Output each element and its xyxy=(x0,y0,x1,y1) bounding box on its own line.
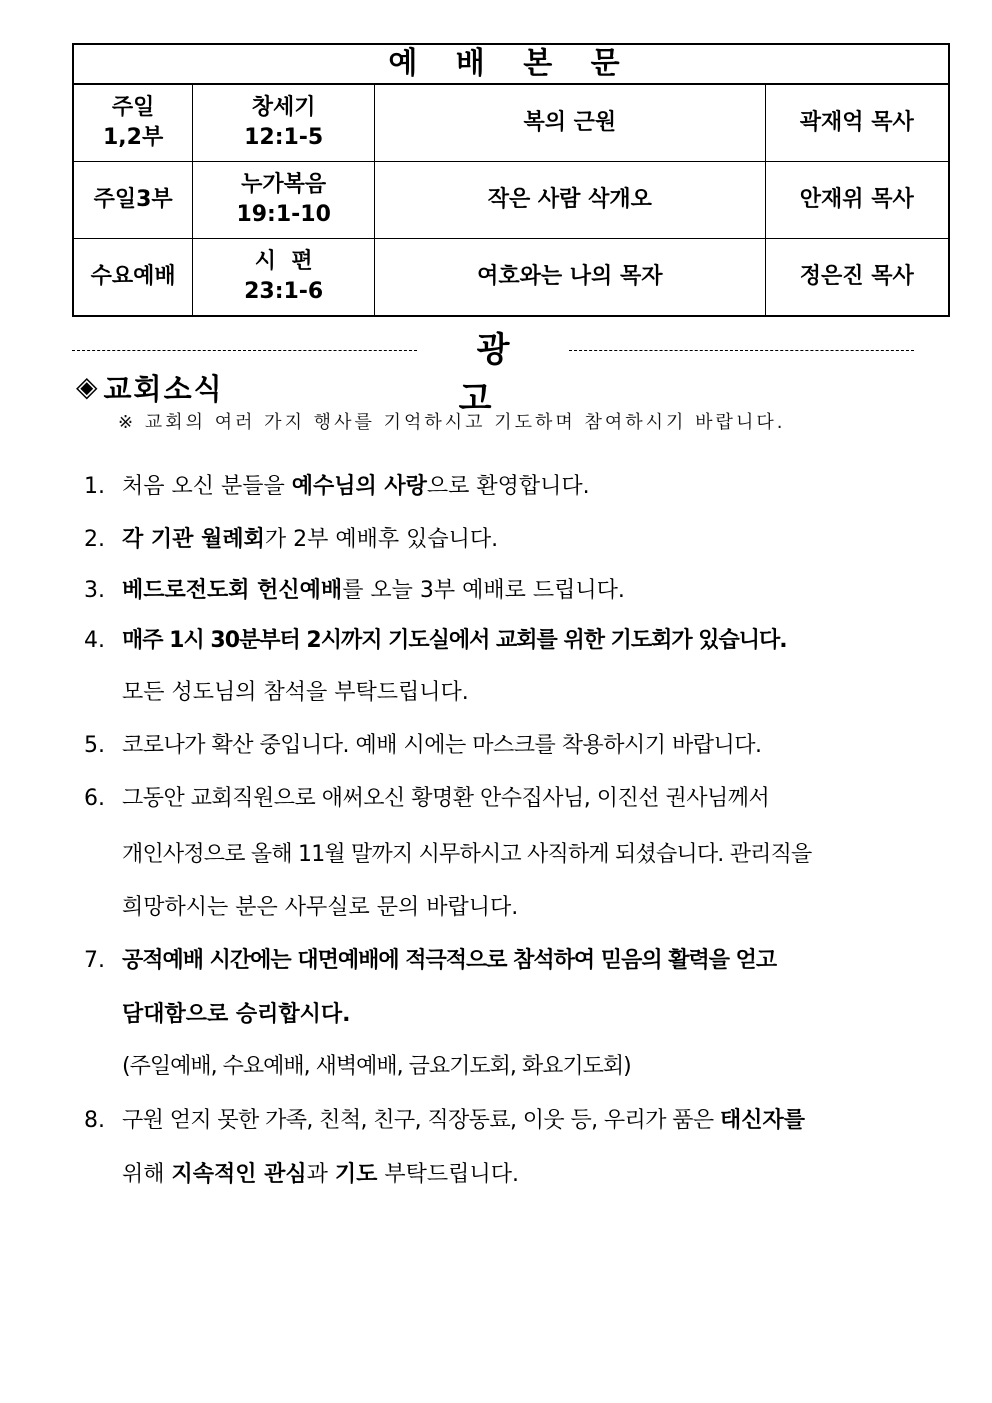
item-text: 코로나가 확산 중입니다. 예배 시에는 마스크를 착용하시기 바랍니다. xyxy=(122,733,762,758)
section-heading xyxy=(76,368,224,406)
item-text: 구원 얻지 못한 가족, 친척, 친구, 직장동료, 이웃 등, 우리가 품은 xyxy=(122,1108,720,1133)
item-continuation: 담대함으로 승리합시다. xyxy=(122,1002,351,1027)
worship-row xyxy=(73,239,949,317)
service-label: 1,2부 xyxy=(103,125,164,150)
item-emphasis: 매주 1시 30분부터 2시까지 기도실에서 교회를 위한 기도회가 있습니다. xyxy=(122,628,787,653)
item-emphasis: 기도 xyxy=(334,1162,378,1187)
item-emphasis: 태신자를 xyxy=(719,1108,805,1133)
sermon-title: 복의 근원 xyxy=(375,84,765,162)
scripture-verse: 19:1-10 xyxy=(236,202,331,227)
item-text: 를 오늘 3부 예배로 드립니다. xyxy=(342,578,625,603)
worship-table xyxy=(72,43,950,317)
service-cell xyxy=(73,84,193,162)
item-emphasis: 각 기관 월례회 xyxy=(122,527,265,552)
item-text: 그동안 교회직원으로 애써오신 황명환 안수집사님, 이진선 권사님께서 xyxy=(122,786,770,811)
list-item xyxy=(84,525,498,555)
section-title: 교회소식 xyxy=(103,371,224,406)
item-text: 과 xyxy=(306,1162,335,1187)
scripture-verse: 23:1-6 xyxy=(244,279,324,304)
list-item xyxy=(84,626,787,656)
item-number: 5. xyxy=(84,733,105,758)
item-text: 부탁드립니다. xyxy=(377,1162,519,1187)
scripture-book: 시 편 xyxy=(254,249,313,274)
scripture-verse: 12:1-5 xyxy=(244,125,324,150)
service-label: 주일3부 xyxy=(93,187,173,212)
worship-table-header xyxy=(73,44,949,84)
item-continuation: (주일예배, 수요예배, 새벽예배, 금요기도회, 화요기도회) xyxy=(122,1054,631,1079)
scripture-cell xyxy=(193,239,375,317)
scripture-book: 창세기 xyxy=(251,95,316,120)
sermon-title: 작은 사람 삭개오 xyxy=(375,162,765,239)
sermon-title: 여호와는 나의 목자 xyxy=(375,239,765,317)
service-cell xyxy=(73,239,193,317)
item-number: 4. xyxy=(84,628,105,653)
item-number: 3. xyxy=(84,578,105,603)
item-number: 8. xyxy=(84,1108,105,1133)
item-text: 으로 환영합니다. xyxy=(426,474,590,499)
item-emphasis: 공적예배 시간에는 대면예배에 적극적으로 참석하여 믿음의 활력을 얻고 xyxy=(122,948,777,973)
service-cell xyxy=(73,162,193,239)
list-item xyxy=(84,946,776,976)
item-emphasis: 베드로전도회 헌신예배 xyxy=(122,578,343,603)
item-continuation: 모든 성도님의 참석을 부탁드립니다. xyxy=(122,680,469,705)
section-note: ※ 교회의 여러 가지 행사를 기억하시고 기도하며 참여하시기 바랍니다. xyxy=(118,412,786,433)
item-continuation: 개인사정으로 올해 11월 말까지 시무하시고 사직하게 되셨습니다. 관리직을 xyxy=(122,842,812,867)
list-item xyxy=(84,576,625,606)
scripture-cell xyxy=(193,162,375,239)
service-label: 수요예배 xyxy=(90,264,176,289)
worship-row xyxy=(73,162,949,239)
item-number: 7. xyxy=(84,948,105,973)
diamond-icon: ◈ xyxy=(76,370,98,403)
list-item xyxy=(84,784,769,814)
item-number: 1. xyxy=(84,474,105,499)
item-continuation xyxy=(122,1160,519,1190)
item-number: 6. xyxy=(84,786,105,811)
list-item xyxy=(84,731,762,761)
item-number: 2. xyxy=(84,527,105,552)
item-continuation: 희망하시는 분은 사무실로 문의 바랍니다. xyxy=(122,895,519,920)
service-label: 주일 xyxy=(111,95,155,120)
item-text: 위해 xyxy=(122,1162,172,1187)
preacher-name: 정은진 목사 xyxy=(765,239,949,317)
item-text: 가 2부 예배후 있습니다. xyxy=(264,527,499,552)
item-emphasis: 지속적인 관심 xyxy=(171,1162,307,1187)
scripture-cell xyxy=(193,84,375,162)
worship-row xyxy=(73,84,949,162)
ad-title: 광고 xyxy=(458,330,546,419)
list-item xyxy=(84,472,590,502)
worship-table-title: 예 배 본 문 xyxy=(73,44,949,84)
list-item xyxy=(84,1106,805,1136)
divider xyxy=(569,350,914,351)
scripture-book: 누가복음 xyxy=(241,172,327,197)
preacher-name: 곽재억 목사 xyxy=(765,84,949,162)
item-text: 처음 오신 분들을 xyxy=(122,474,292,499)
preacher-name: 안재위 목사 xyxy=(765,162,949,239)
divider xyxy=(72,350,417,351)
item-emphasis: 예수님의 사랑 xyxy=(291,474,427,499)
